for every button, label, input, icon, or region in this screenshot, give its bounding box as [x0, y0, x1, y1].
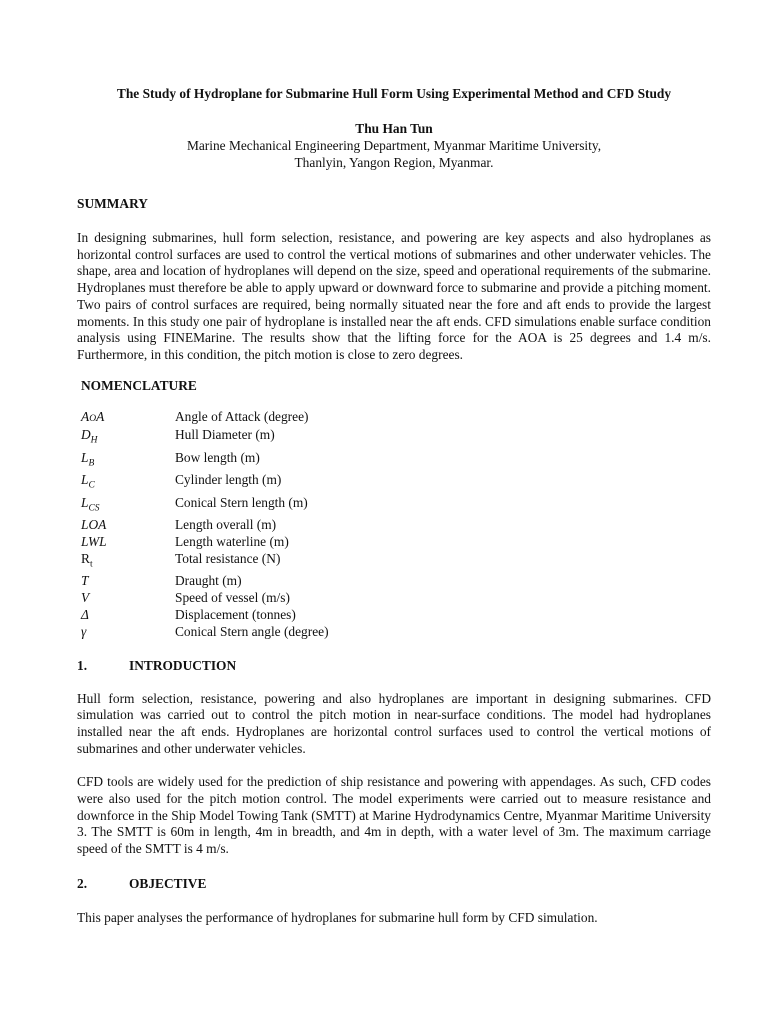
- nomenclature-symbol: $L_{CS}$: [81, 494, 100, 514]
- nomenclature-symbol: $D_H$: [81, 427, 98, 447]
- nomenclature-row: [81, 534, 329, 551]
- affiliation-line-1: Marine Mechanical Engineering Department, Myanmar Maritime University,: [186, 138, 602, 153]
- nomenclature-row: [81, 573, 329, 590]
- nomenclature-symbol: $L_B$: [81, 449, 95, 469]
- nomenclature-heading: NOMENCLATURE: [81, 377, 197, 393]
- paper-page: [77, 86, 711, 927]
- nomenclature-row: [81, 624, 329, 641]
- nomenclature-row: [81, 472, 329, 494]
- introduction-heading: [77, 658, 711, 674]
- paper-title: The Study of Hydroplane for Submarine Hull Form Using Experimental Method and CFD Study: [116, 86, 672, 101]
- nomenclature-row: [81, 590, 329, 607]
- nomenclature-symbol: T: [81, 573, 89, 589]
- section-number: 1.: [77, 657, 88, 673]
- summary-heading: SUMMARY: [77, 196, 148, 211]
- nomenclature-row: [81, 517, 329, 534]
- nomenclature-table: [81, 409, 329, 641]
- nomenclature-description: Total resistance (N): [175, 550, 281, 566]
- nomenclature-description: Length overall (m): [175, 517, 277, 533]
- introduction-paragraph-2: CFD tools are widely used for the prediction of ship resistance and powering with appendages. As such, CFD codes were also used for the pitch motion control. The model experiments were carried out to measure resistance and downforce in the Ship Model Towing Tank (SMTT) at Marine Hydrodynamics Centre, Myanmar Maritime University 3. The SMTT is 60m in length, 4m in breadth, and 4m in depth, with a water level of 3m. The maximum carriage speed of the SMTT is 4 m/s.: [77, 774, 711, 857]
- nomenclature-symbol: V: [81, 590, 90, 606]
- nomenclature-symbol: $L_C$: [81, 472, 95, 492]
- introduction-paragraph-1: Hull form selection, resistance, powering and also hydroplanes are important in designing submarines. CFD simulation was carried out to control the pitch motion in near-surface conditions. The model had hydroplanes installed near the aft ends. Hydroplanes are horizontal control surfaces used to control the vertical motions of submarines and other underwater vehicles.: [77, 690, 711, 756]
- nomenclature-symbol: LWL: [81, 534, 107, 550]
- nomenclature-row: [81, 607, 329, 624]
- nomenclature-description: Draught (m): [175, 573, 242, 589]
- nomenclature-description: Length waterline (m): [175, 534, 289, 550]
- nomenclature-row: [81, 427, 329, 449]
- nomenclature-description: Conical Stern length (m): [175, 494, 308, 510]
- author-name: Thu Han Tun: [355, 121, 433, 136]
- section-title: OBJECTIVE: [129, 875, 207, 891]
- nomenclature-symbol: AOA: [81, 408, 105, 424]
- nomenclature-symbol: LOA: [81, 517, 107, 533]
- objective-text: This paper analyses the performance of hydroplanes for submarine hull form by CFD simulation.: [77, 909, 598, 925]
- nomenclature-symbol: γ: [81, 623, 87, 639]
- section-number: 2.: [77, 875, 88, 891]
- nomenclature-symbol: Δ: [81, 606, 89, 622]
- summary-text: In designing submarines, hull form selection, resistance, and powering are key aspects and also hydroplanes as horizontal control surfaces are used to control the vertical motions of submarines and other underwater vehicles. The shape, area and location of hydroplanes will depend on the size, speed and operational requirements of the submarine. Hydroplanes must therefore be able to apply upward or downward force to submarine and provide a pitching moment. Two pairs of control surfaces are required, being normally situated near the fore and aft ends to provide the largest moments. In this study one pair of hydroplane is installed near the aft ends. CFD simulations enable surface condition analysis using FINEMarine. The results show that the lifting force for the AOA is 25 degrees and 1.4 m/s. Furthermore, in this condition, the pitch motion is close to zero degrees.: [77, 230, 711, 362]
- affiliation-line-2: Thanlyin, Yangon Region, Myanmar.: [294, 155, 494, 170]
- nomenclature-description: Angle of Attack (degree): [175, 408, 309, 424]
- nomenclature-row: [81, 409, 329, 428]
- objective-heading: [77, 876, 711, 892]
- nomenclature-symbol: $R_t$: [81, 550, 93, 570]
- nomenclature-row: [81, 551, 329, 573]
- nomenclature-description: Speed of vessel (m/s): [175, 590, 290, 606]
- nomenclature-description: Cylinder length (m): [175, 472, 282, 488]
- nomenclature-row: [81, 450, 329, 472]
- nomenclature-description: Hull Diameter (m): [175, 427, 275, 443]
- section-title: INTRODUCTION: [129, 657, 237, 673]
- nomenclature-description: Displacement (tonnes): [175, 606, 296, 622]
- nomenclature-description: Conical Stern angle (degree): [175, 623, 329, 639]
- nomenclature-row: [81, 495, 329, 517]
- nomenclature-description: Bow length (m): [175, 449, 260, 465]
